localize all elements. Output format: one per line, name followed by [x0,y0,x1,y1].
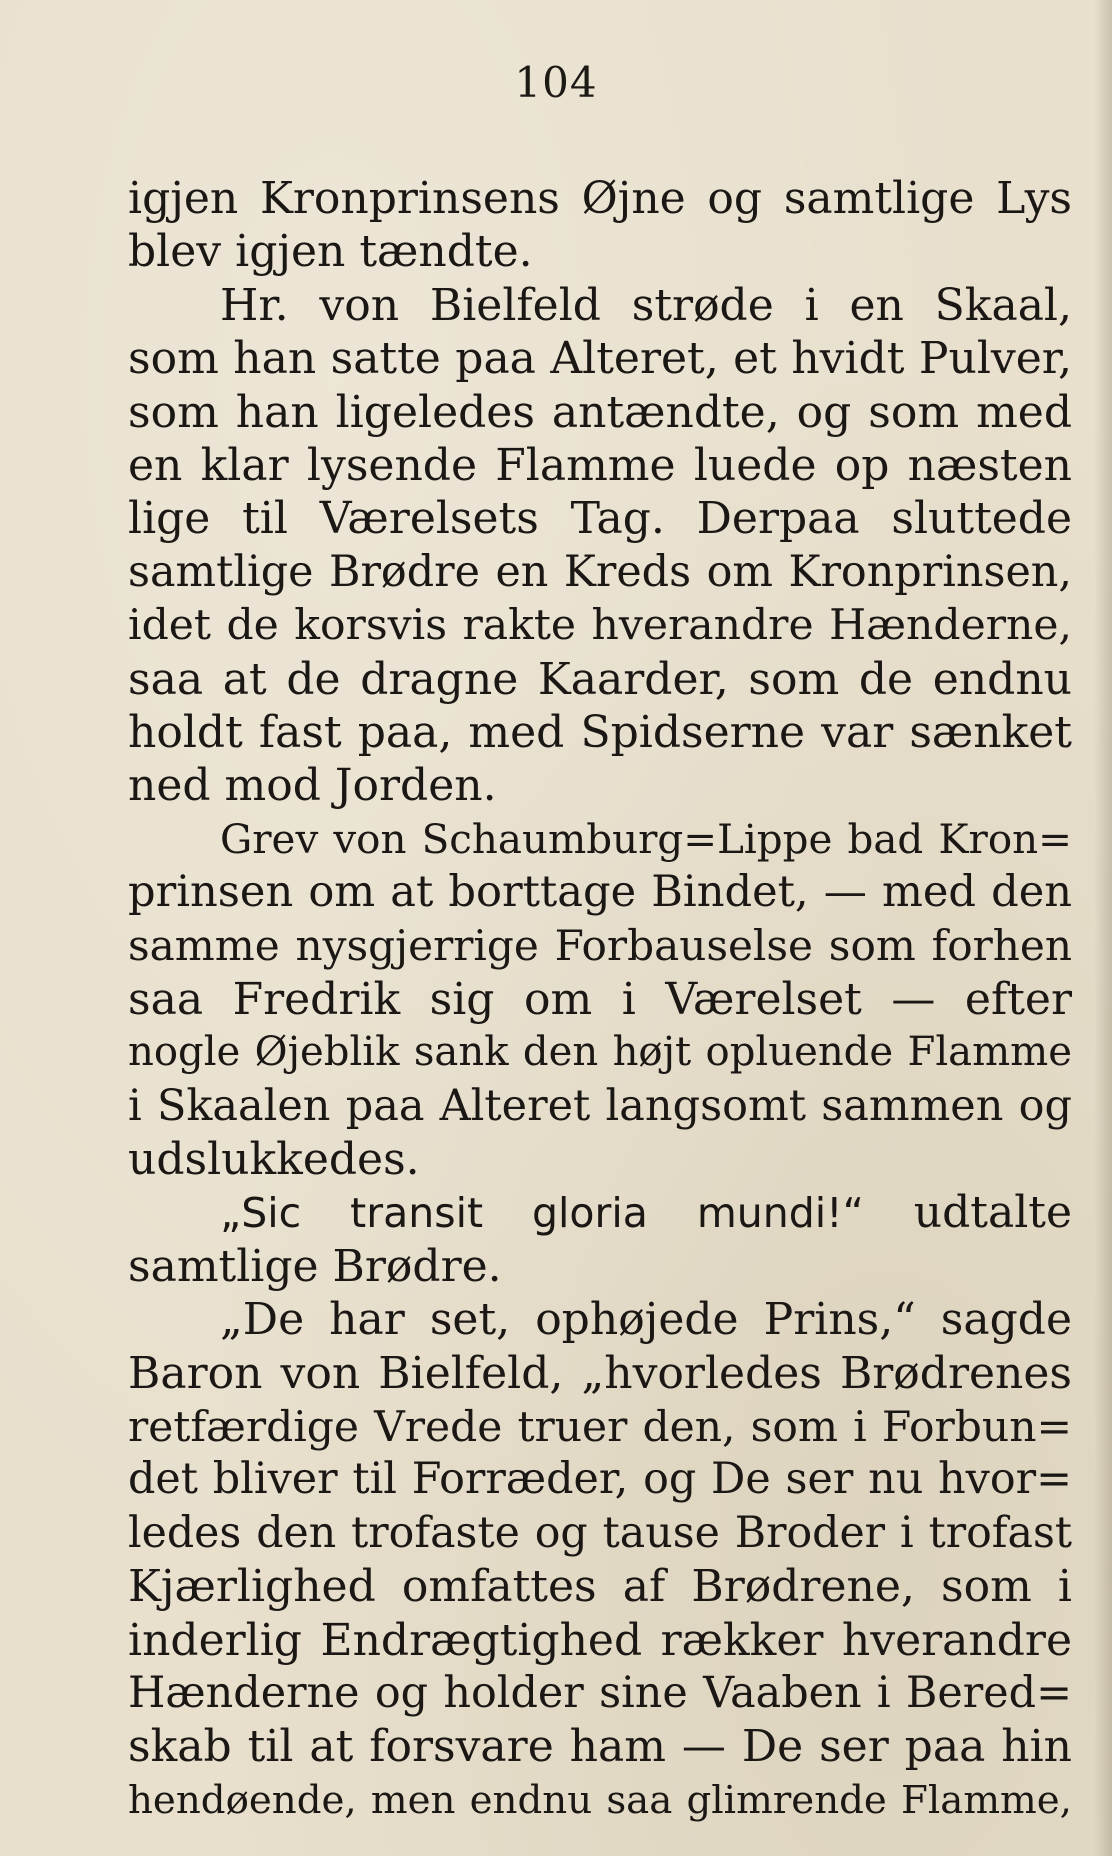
text-line: prinsen om at borttage Bindet, — med den [128,867,1072,918]
text-line: lige til Værelsets Tag. Derpaa sluttede [128,493,1072,545]
text-line: blev igjen tændte. [128,226,533,278]
line-text: udtalte [863,1187,1072,1239]
text-line: samtlige Brødre. [128,1240,502,1292]
text-line [128,1186,1072,1239]
text-line: „De har set, ophøjede Prins,“ sagde [220,1294,1072,1346]
text-line: hendøende, men endnu saa glimrende Flamme, [128,1777,1072,1823]
text-line: saa at de dragne Kaarder, som de endnu [128,653,1072,705]
text-line: inderlig Endrægtighed rækker hverandre [128,1614,1072,1666]
text-line: Hænderne og holder sine Vaaben i Bered= [128,1667,1072,1718]
latin-quote: „Sic transit gloria mundi!“ [220,1189,864,1238]
text-line: i Skaalen paa Alteret langsomt sammen og [128,1080,1072,1131]
text-line: det bliver til Forræder, og De ser nu hvor= [128,1454,1072,1505]
page-edge-shadow [1094,0,1112,1856]
text-line: holdt fast paa, med Spidserne var sænket [128,706,1072,758]
text-line: igjen Kronprinsens Øjne og samtlige Lys [128,173,1072,224]
text-line: ledes den trofaste og tause Broder i trofast [128,1507,1072,1558]
text-line: samme nysgjerrige Forbauselse som forhen [128,921,1072,971]
text-line: retfærdige Vrede truer den, som i Forbun= [128,1401,1072,1451]
text-line: saa Fredrik sig om i Værelset — efter [128,973,1072,1025]
text-line: nogle Øjeblik sank den højt opluende Flamme [128,1029,1072,1076]
text-line: Grev von Schaumburg=Lippe bad Kron= [220,815,1072,863]
text-line: som han ligeledes antændte, og som med [128,386,1072,438]
text-line: skab til at forsvare ham — De ser paa hin [128,1721,1072,1773]
text-line: Baron von Bielfeld, „hvorledes Brødrenes [128,1347,1072,1399]
text-line: en klar lysende Flamme luede op næsten [128,439,1072,491]
text-line: Hr. von Bielfeld strøde i en Skaal, [220,279,1072,331]
text-line: samtlige Brødre en Kreds om Kronprinsen, [128,546,1072,597]
text-line: Kjærlighed omfattes af Brødrene, som i [128,1561,1072,1613]
text-line: som han satte paa Alteret, et hvidt Pulver, [128,333,1072,385]
page-number: 104 [514,58,598,107]
text-line: idet de korsvis rakte hverandre Hænderne, [128,601,1072,651]
text-line: udslukkedes. [128,1134,420,1186]
text-line: ned mod Jorden. [128,760,497,812]
body-text [128,172,1072,1827]
